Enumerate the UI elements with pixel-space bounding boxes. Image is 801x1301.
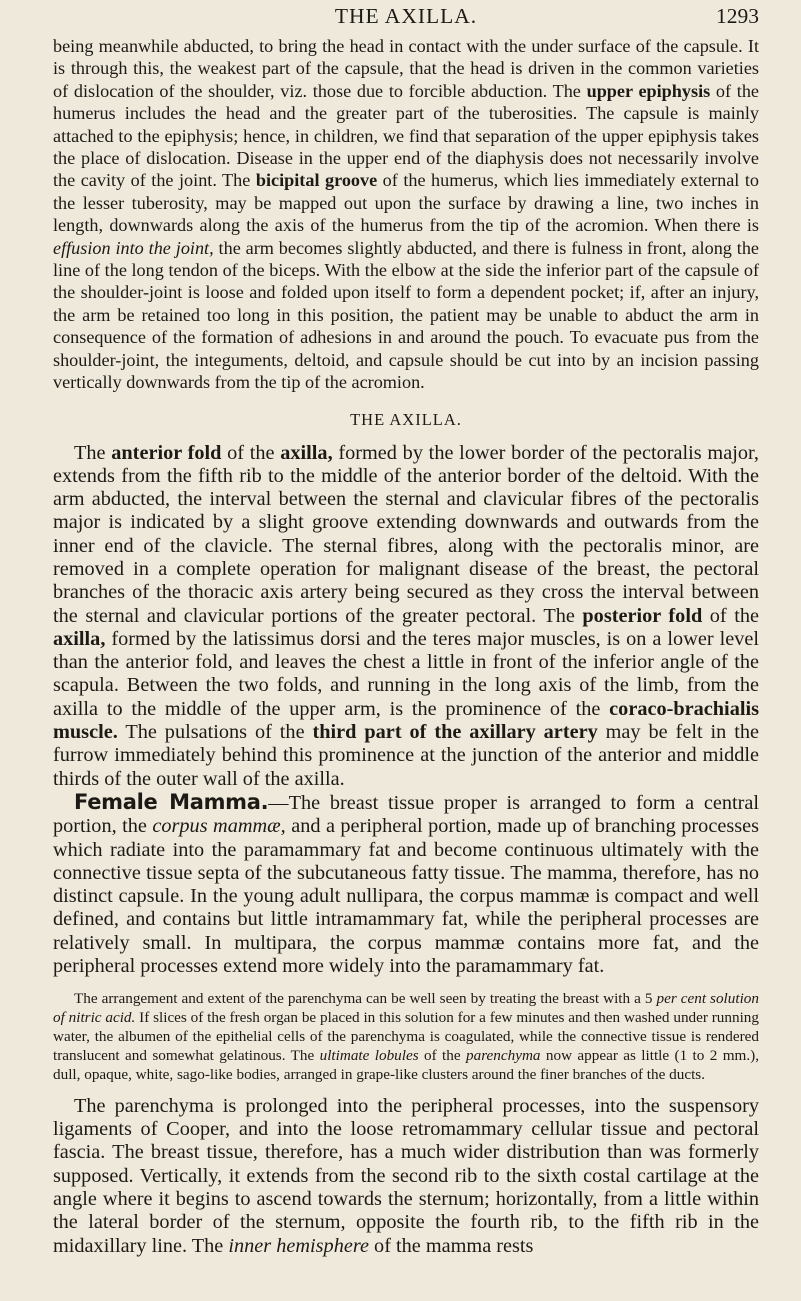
text-run: The arrangement and extent of the parenchyma can be well seen by treating the breast with a 5 xyxy=(74,990,657,1008)
text-run: may be felt in the furrow immediately behind this prominence at the junction of the anterior and middle thirds of the outer wall of the axilla. xyxy=(53,721,759,790)
text-run: The pulsations of the xyxy=(117,721,313,744)
text-run: of the xyxy=(221,441,281,464)
section-heading: THE AXILLA. xyxy=(350,409,462,429)
text-run: of the humerus, which lies immediately external to the lesser tuberosity, may be mapped out upon the surface by drawing a line, two inches in length, downwards along the axis of the humerus from the tip of the acromion. When there is xyxy=(53,170,760,236)
text-run: of the humerus includes the head and the greater part of the tuberosities. The capsule is mainly attached to the epiphysis; hence, in children, we find that separation of the upper epiphysis takes the place of dislocation. Disease in the upper end of the diaphysis does not necessarily involve the cavity of the joint. The xyxy=(53,80,759,191)
term-inner-hemisphere: inner hemisphere xyxy=(228,1234,369,1257)
text-run: and a peripheral portion, made up of branching processes which radiate into the paramammary fat and become continuous ultimately with the connective tissue septa of the subcutaneous fatty tissue. The mamma, therefore, has no distinct capsule. In the young adult nullipara, the corpus mammæ is compact and well defined, and contains but little intramammary fat, while the peripheral processes are relatively small. In multipara, the corpus mammæ contains more fat, and the peripheral processes extend more widely into the paramammary fat. xyxy=(53,815,759,978)
paragraph-breast-distribution xyxy=(53,1095,759,1258)
text-run: now appear as little (1 to 2 mm.), dull, opaque, white, sago-like bodies, arranged in grape-like clusters around the finer branches of the ducts. xyxy=(53,1047,760,1083)
text-run: —The breast tissue proper is arranged to form a central portion, the xyxy=(53,791,759,838)
term-axilla: axilla, xyxy=(280,441,333,464)
paragraph-shoulder-joint xyxy=(53,35,759,394)
term-upper-epiphysis: upper epiphysis xyxy=(586,80,711,101)
term-effusion: effusion into the joint, xyxy=(53,237,214,258)
term-axillary-artery: third part of the axillary artery xyxy=(312,721,598,744)
text-run: The parenchyma is prolonged into the peripheral processes, into the suspensory ligaments of Cooper, and into the loose retromammary cellular tissue and pectoral fascia. The breast tissue, therefore, has a much wider distribution than was formerly supposed. Vertically, it extends from the second rib to the sixth costal cartilage at the angle where it begins to ascend towards the sternum; horizontally, from a little within the lateral border of the sternum, opposite the fourth rib, to the fifth rib in the midaxillary line. The xyxy=(53,1094,759,1257)
text-run: of the mamma rests xyxy=(368,1234,534,1257)
term-axilla: axilla, xyxy=(53,627,106,650)
paragraph-axilla-folds xyxy=(53,442,759,791)
text-run: formed by the latissimus dorsi and the teres major muscles, is on a lower level than the anterior fold, and leaves the chest a little in front of the inferior angle of the scapula. Between the two folds, and running in the long axis of the limb, from the axilla to the middle of the upper arm, is the prominence of the xyxy=(53,627,759,720)
text-run: being meanwhile abducted, to bring the head in contact with the under surface of the capsule. It is through this, the weakest part of the capsule, that the head is driven in the common varieties of dislocation of the shoulder, viz. those due to forcible abduction. The xyxy=(53,36,759,101)
text-run: If slices of the fresh organ be placed in this solution for a few minutes and then washed under running water, the albumen of the epithelial cells of the parenchyma is coagulated, while the connective tissue is rendered translucent and somewhat gelatinous. The xyxy=(53,1009,759,1065)
term-coraco-brachialis: coraco-brachialis muscle. xyxy=(53,697,759,744)
text-run: the arm becomes slightly abducted, and there is fulness in front, along the line of the long tendon of the biceps. With the elbow at the side the inferior part of the capsule of the shoulder-joint is loose and folded upon itself to form a dependent pocket; if, after an injury, the arm be retained too long in this position, the patient may be unable to abduct the arm in consequence of the formation of adhesions in and around the pouch. To evacuate pus from the shoulder-joint, the integuments, deltoid, and capsule should be cut into by an incision passing vertically downwards from the tip of the acromion. xyxy=(53,237,759,393)
term-anterior-fold: anterior fold xyxy=(111,441,222,464)
text-run: of the xyxy=(702,604,759,627)
term-nitric-acid: per cent solution of nitric acid. xyxy=(53,990,759,1027)
term-bicipital-groove: bicipital groove xyxy=(255,170,378,191)
heading-female-mamma: Female Mamma. xyxy=(74,789,269,814)
page-number: 1293 xyxy=(716,4,759,28)
running-title: THE AXILLA. xyxy=(334,4,478,28)
paragraph-female-mamma xyxy=(53,791,759,978)
term-ultimate-lobules: ultimate lobules xyxy=(319,1047,419,1065)
running-head xyxy=(53,0,759,30)
term-posterior-fold: posterior fold xyxy=(582,604,703,627)
text-run: formed by the lower border of the pectoralis major, extends from the fifth rib to the middle of the anterior border of the deltoid. With the arm abducted, the interval between the sternal and clavicular fibres of the pectoralis major is indicated by a slight groove extending downwards and outwards from the inner end of the clavicle. The sternal fibres, along with the pectoralis minor, are removed in a complete operation for malignant disease of the breast, the pectoral branches of the thoracic axis artery being secured as they cross the interval between the sternal and clavicular portions of the greater pectoral. The xyxy=(53,441,759,627)
term-parenchyma: parenchyma xyxy=(466,1047,541,1065)
text-run: The xyxy=(74,441,112,464)
note-parenchyma xyxy=(53,990,759,1085)
text-run: of the xyxy=(418,1047,466,1065)
term-corpus-mammae: corpus mammæ, xyxy=(152,815,286,838)
